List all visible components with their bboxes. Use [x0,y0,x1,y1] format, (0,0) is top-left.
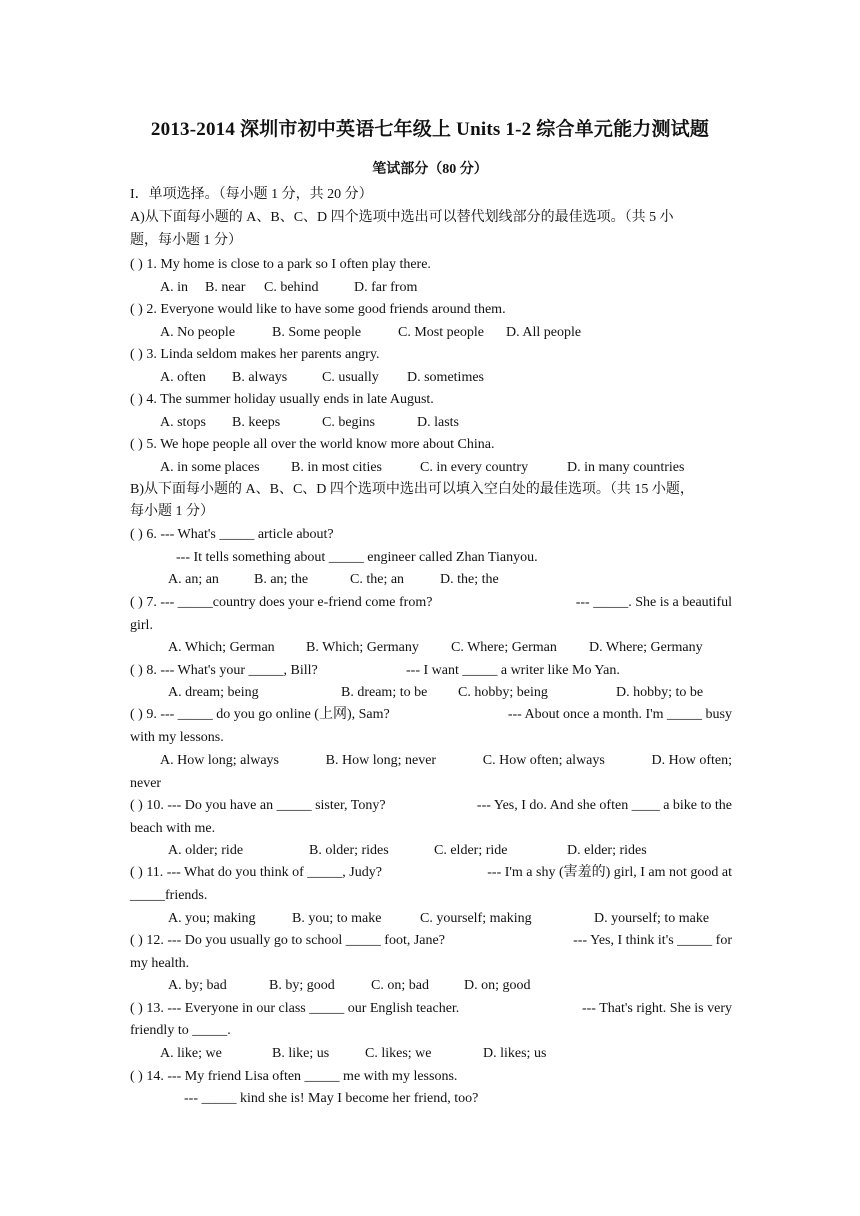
option-c: C. hobby; being [458,685,548,700]
question-9 [130,706,732,724]
question-10-response: --- Yes, I do. And she often ____ a bike to the [476,798,732,813]
question-13-cont: friendly to _____. [130,1023,231,1038]
question-3: ( ) 3. Linda seldom makes her parents angry. [130,347,380,362]
option-b: B. How long; never [325,753,437,768]
question-11 [130,864,732,882]
question-3-options [160,369,484,387]
option-b: B. Which; Germany [306,640,419,655]
option-d: D. in many countries [567,460,685,475]
question-7 [130,594,732,612]
option-b: B. dream; to be [341,685,428,700]
option-d: D. far from [354,280,418,295]
option-c: C. behind [264,280,319,295]
option-a: A. How long; always [160,753,279,768]
option-b: B. always [232,370,288,385]
question-11-options [168,910,709,928]
question-8-options [168,684,703,702]
question-4: ( ) 4. The summer holiday usually ends in late August. [130,392,434,407]
question-6: ( ) 6. --- What's _____ article about? [130,527,334,542]
page-title: 2013-2014 深圳市初中英语七年级上 Units 1-2 综合单元能力测试题 [150,119,710,140]
option-b: B. by; good [269,978,335,993]
option-c: C. Where; German [451,640,557,655]
page-subtitle: 笔试部分（80 分） [372,162,488,177]
option-a: A. older; ride [168,843,244,858]
option-b: B. near [205,280,246,295]
part-a-instruction-cont: 题，每小题 1 分） [130,233,242,248]
question-8-response: --- I want _____ a writer like Mo Yan. [406,663,620,678]
option-d: D. elder; rides [567,843,647,858]
question-7-text: ( ) 7. --- _____country does your e-friend come from? [130,595,433,610]
option-d: D. likes; us [483,1046,547,1061]
option-b: B. an; the [254,572,309,587]
option-d: D. lasts [417,415,459,430]
option-c: C. the; an [350,572,405,587]
option-a: A. often [160,370,206,385]
question-5-options [160,459,684,477]
option-a: A. Which; German [168,640,275,655]
question-14-response: --- _____ kind she is! May I become her friend, too? [184,1091,479,1106]
part-b-instruction: B)从下面每小题的 A、B、C、D 四个选项中选出可以填入空白处的最佳选项。（共 15 小题， [130,482,694,497]
option-a: A. you; making [168,911,256,926]
question-12-options [168,977,531,995]
option-a: A. No people [160,325,236,340]
question-5: ( ) 5. We hope people all over the world know more about China. [130,437,495,452]
option-d: D. the; the [440,572,499,587]
option-d: D. on; good [464,978,531,993]
section-heading: I．单项选择。（每小题 1 分，共 20 分） [130,187,373,202]
option-b: B. like; us [272,1046,330,1061]
option-c: C. usually [322,370,379,385]
part-b-instruction-cont: 每小题 1 分） [130,504,214,519]
option-b: B. older; rides [309,843,389,858]
option-d: D. hobby; to be [616,685,704,700]
option-b: B. Some people [272,325,362,340]
part-a-instruction: A)从下面每小题的 A、B、C、D 四个选项中选出可以替代划线部分的最佳选项。（共 5 小 [130,210,674,225]
question-13-text: ( ) 13. --- Everyone in our class _____ our English teacher. [130,1001,460,1016]
option-d: D. How often; [651,753,732,768]
question-12-cont: my health. [130,956,190,971]
question-7-cont: girl. [130,618,153,633]
option-d: D. All people [506,325,582,340]
option-c: C. begins [322,415,375,430]
question-9-text: ( ) 9. --- _____ do you go online (上网), Sam? [130,707,390,722]
question-1: ( ) 1. My home is close to a park so I often play there. [130,257,431,272]
option-c: C. yourself; making [420,911,532,926]
question-9-response: --- About once a month. I'm _____ busy [507,707,732,722]
question-7-response: --- _____. She is a beautiful [575,595,732,610]
question-10-options [168,842,647,860]
question-2-options [160,324,581,342]
option-a: A. in some places [160,460,260,475]
option-a: A. an; an [168,572,219,587]
question-13-options [160,1045,546,1063]
question-11-text: ( ) 11. --- What do you think of _____, Judy? [130,865,382,880]
option-d: D. sometimes [407,370,484,385]
option-a: A. by; bad [168,978,227,993]
question-8: ( ) 8. --- What's your _____, Bill? [130,663,318,678]
question-9-options [160,752,732,770]
question-9-option-d-cont: never [130,776,162,791]
question-6-options [168,571,499,589]
question-12-response: --- Yes, I think it's _____ for [573,933,732,948]
question-14: ( ) 14. --- My friend Lisa often _____ me with my lessons. [130,1069,458,1084]
question-11-response: --- I'm a shy (害羞的) girl, I am not good at [487,865,732,880]
question-2: ( ) 2. Everyone would like to have some good friends around them. [130,302,506,317]
option-b: B. in most cities [291,460,382,475]
question-7-options [168,639,703,657]
option-c: C. likes; we [365,1046,432,1061]
question-10-cont: beach with me. [130,821,216,836]
question-13 [130,1000,732,1018]
option-a: A. dream; being [168,685,259,700]
question-10-text: ( ) 10. --- Do you have an _____ sister, Tony? [130,798,386,813]
option-c: C. Most people [398,325,484,340]
question-12-text: ( ) 12. --- Do you usually go to school _____ foot, Jane? [130,933,445,948]
option-b: B. you; to make [292,911,382,926]
question-11-cont: _____friends. [130,888,208,903]
option-d: D. Where; Germany [589,640,703,655]
question-1-options [160,279,417,297]
option-a: A. stops [160,415,206,430]
question-12 [130,932,732,950]
option-c: C. How often; always [482,753,605,768]
question-6-response: --- It tells something about _____ engineer called Zhan Tianyou. [176,550,538,565]
question-10 [130,797,732,815]
option-c: C. in every country [420,460,529,475]
question-4-options [160,414,459,432]
option-d: D. yourself; to make [594,911,710,926]
option-b: B. keeps [232,415,281,430]
option-a: A. in [160,280,188,295]
option-a: A. like; we [160,1046,222,1061]
question-9-cont: with my lessons. [130,730,224,745]
question-13-response: --- That's right. She is very [581,1001,732,1016]
option-c: C. elder; ride [434,843,508,858]
option-c: C. on; bad [371,978,429,993]
